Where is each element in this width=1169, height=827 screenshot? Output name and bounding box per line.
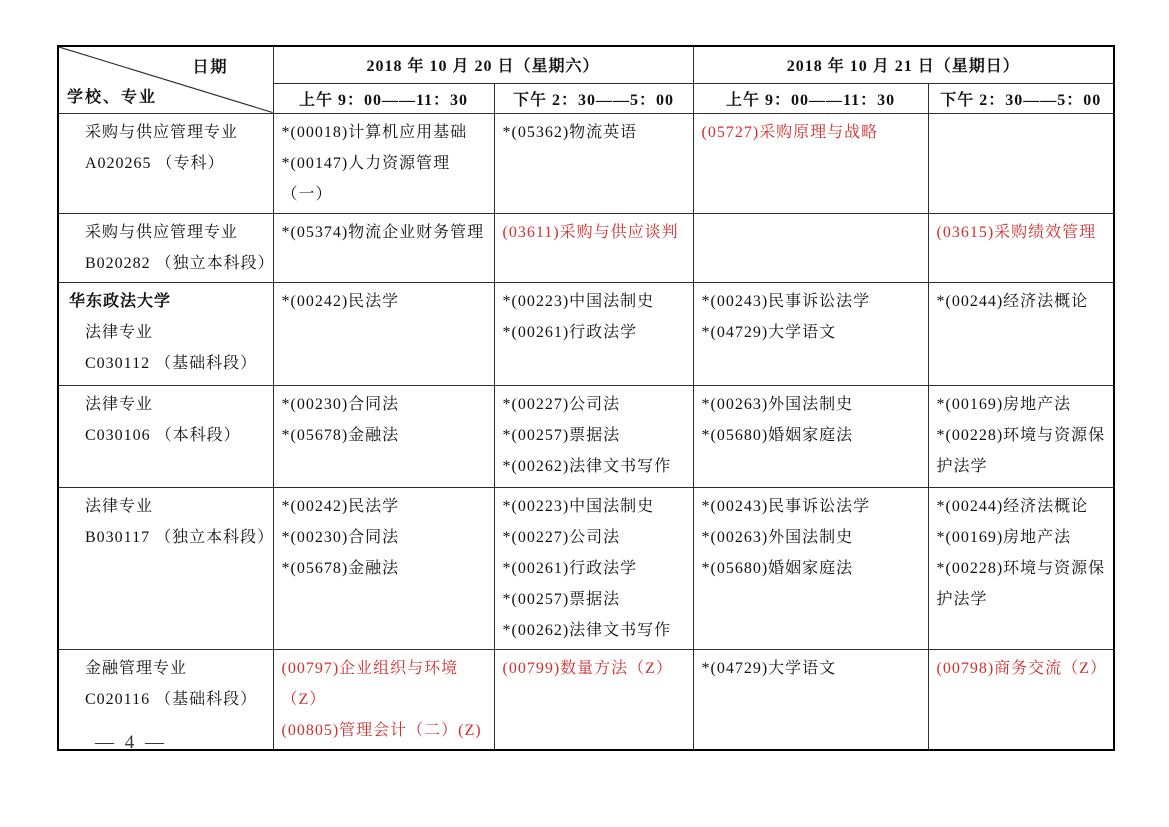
course-entry: *(00244)经济法概论 [936,497,1089,515]
schedule-row [58,213,1114,282]
course-entry: *(00227)公司法 [502,395,621,413]
course-cell [273,385,494,487]
course-cell [494,487,693,649]
schedule-row [58,385,1114,487]
course-entry: (05727)采购原理与战略 [701,123,879,141]
corner-school-label: 学校、专业 [67,88,158,106]
course-entry: *(00018)计算机应用基础 [281,123,468,141]
course-cell [273,282,494,385]
school-cell [58,282,273,385]
course-cell [494,649,693,750]
course-entry: (00805)管理会计（二）(Z) [281,721,482,739]
course-entry: *(00230)合同法 [281,528,400,546]
course-entry: *(05680)婚姻家庭法 [701,426,854,444]
course-entry: *(00243)民事诉讼法学 [701,497,871,515]
school-cell [58,487,273,649]
schedule-row [58,649,1114,750]
course-entry: *(00228)环境与资源保护法学 [936,559,1106,608]
course-cell [928,649,1114,750]
school-line: 法律专业 [85,323,154,341]
course-entry: *(05678)金融法 [281,426,400,444]
school-line: 法律专业 [85,395,154,413]
session-sat-morning: 上午 9：00——11：30 [273,83,494,113]
course-entry: *(00227)公司法 [502,528,621,546]
course-entry: *(00257)票据法 [502,426,621,444]
course-entry: *(04729)大学语文 [701,659,837,677]
course-cell [928,282,1114,385]
session-sun-morning: 上午 9：00——11：30 [693,83,928,113]
course-entry: *(04729)大学语文 [701,323,837,341]
course-cell [273,487,494,649]
school-line: C030106 （本科段） [85,426,241,444]
course-entry: *(00169)房地产法 [936,528,1072,546]
course-cell [693,213,928,282]
school-line: 金融管理专业 [85,659,188,677]
course-entry: *(00228)环境与资源保护法学 [936,426,1106,475]
course-entry: *(00261)行政法学 [502,323,638,341]
course-cell [494,113,693,213]
course-cell [494,385,693,487]
course-entry: *(00244)经济法概论 [936,292,1089,310]
course-entry: *(05374)物流企业财务管理 [281,223,485,241]
school-cell [58,385,273,487]
course-cell [693,385,928,487]
course-entry: *(00263)外国法制史 [701,528,854,546]
course-entry: (00799)数量方法（Z） [502,659,673,677]
schedule-row [58,113,1114,213]
school-line: C020116 （基础科段） [85,690,258,708]
course-cell [693,282,928,385]
corner-date-label: 日期 [192,59,229,76]
university-name: 华东政法大学 [69,292,172,310]
course-entry: *(00242)民法学 [281,292,400,310]
course-entry: *(00261)行政法学 [502,559,638,577]
corner-cell [58,46,273,113]
course-entry: (03611)采购与供应谈判 [502,223,679,241]
exam-schedule-table [57,45,1115,751]
course-entry: *(05678)金融法 [281,559,400,577]
course-entry: (03615)采购绩效管理 [936,223,1097,241]
schedule-row [58,487,1114,649]
course-cell [928,487,1114,649]
school-line: B030117 （独立本科段） [85,528,275,546]
course-entry: *(00242)民法学 [281,497,400,515]
course-entry: *(05680)婚姻家庭法 [701,559,854,577]
course-cell [273,113,494,213]
school-line: 采购与供应管理专业 [85,123,239,141]
course-cell [693,649,928,750]
course-entry: *(00169)房地产法 [936,395,1072,413]
schedule-row [58,282,1114,385]
school-line: C030112 （基础科段） [85,354,258,372]
school-line: 法律专业 [85,497,154,515]
school-line: A020265 （专科） [85,154,225,172]
course-cell [928,385,1114,487]
page-number: — 4 — [95,732,167,753]
course-entry: *(00262)法律文书写作 [502,457,672,475]
course-entry: *(00147)人力资源管理（一） [281,154,451,203]
school-cell [58,213,273,282]
course-entry: *(00263)外国法制史 [701,395,854,413]
course-entry: (00798)商务交流（Z） [936,659,1107,677]
session-sun-afternoon: 下午 2：30——5：00 [928,83,1114,113]
course-cell [273,649,494,750]
school-cell [58,113,273,213]
date-header-sunday: 2018 年 10 月 21 日（星期日） [693,46,1114,83]
course-cell [928,213,1114,282]
course-cell [273,213,494,282]
date-header-row [58,46,1114,83]
school-line: B020282 （独立本科段） [85,254,275,272]
course-cell [494,213,693,282]
course-entry: (00797)企业组织与环境（Z） [281,659,459,708]
date-header-saturday: 2018 年 10 月 20 日（星期六） [273,46,693,83]
course-entry: *(00223)中国法制史 [502,292,655,310]
course-cell [494,282,693,385]
session-sat-afternoon: 下午 2：30——5：00 [494,83,693,113]
school-line: 采购与供应管理专业 [85,223,239,241]
course-entry: *(00223)中国法制史 [502,497,655,515]
course-cell [693,487,928,649]
course-entry: *(00262)法律文书写作 [502,621,672,639]
course-entry: *(00230)合同法 [281,395,400,413]
course-entry: *(00243)民事诉讼法学 [701,292,871,310]
course-entry: *(05362)物流英语 [502,123,638,141]
course-cell [928,113,1114,213]
course-entry: *(00257)票据法 [502,590,621,608]
course-cell [693,113,928,213]
